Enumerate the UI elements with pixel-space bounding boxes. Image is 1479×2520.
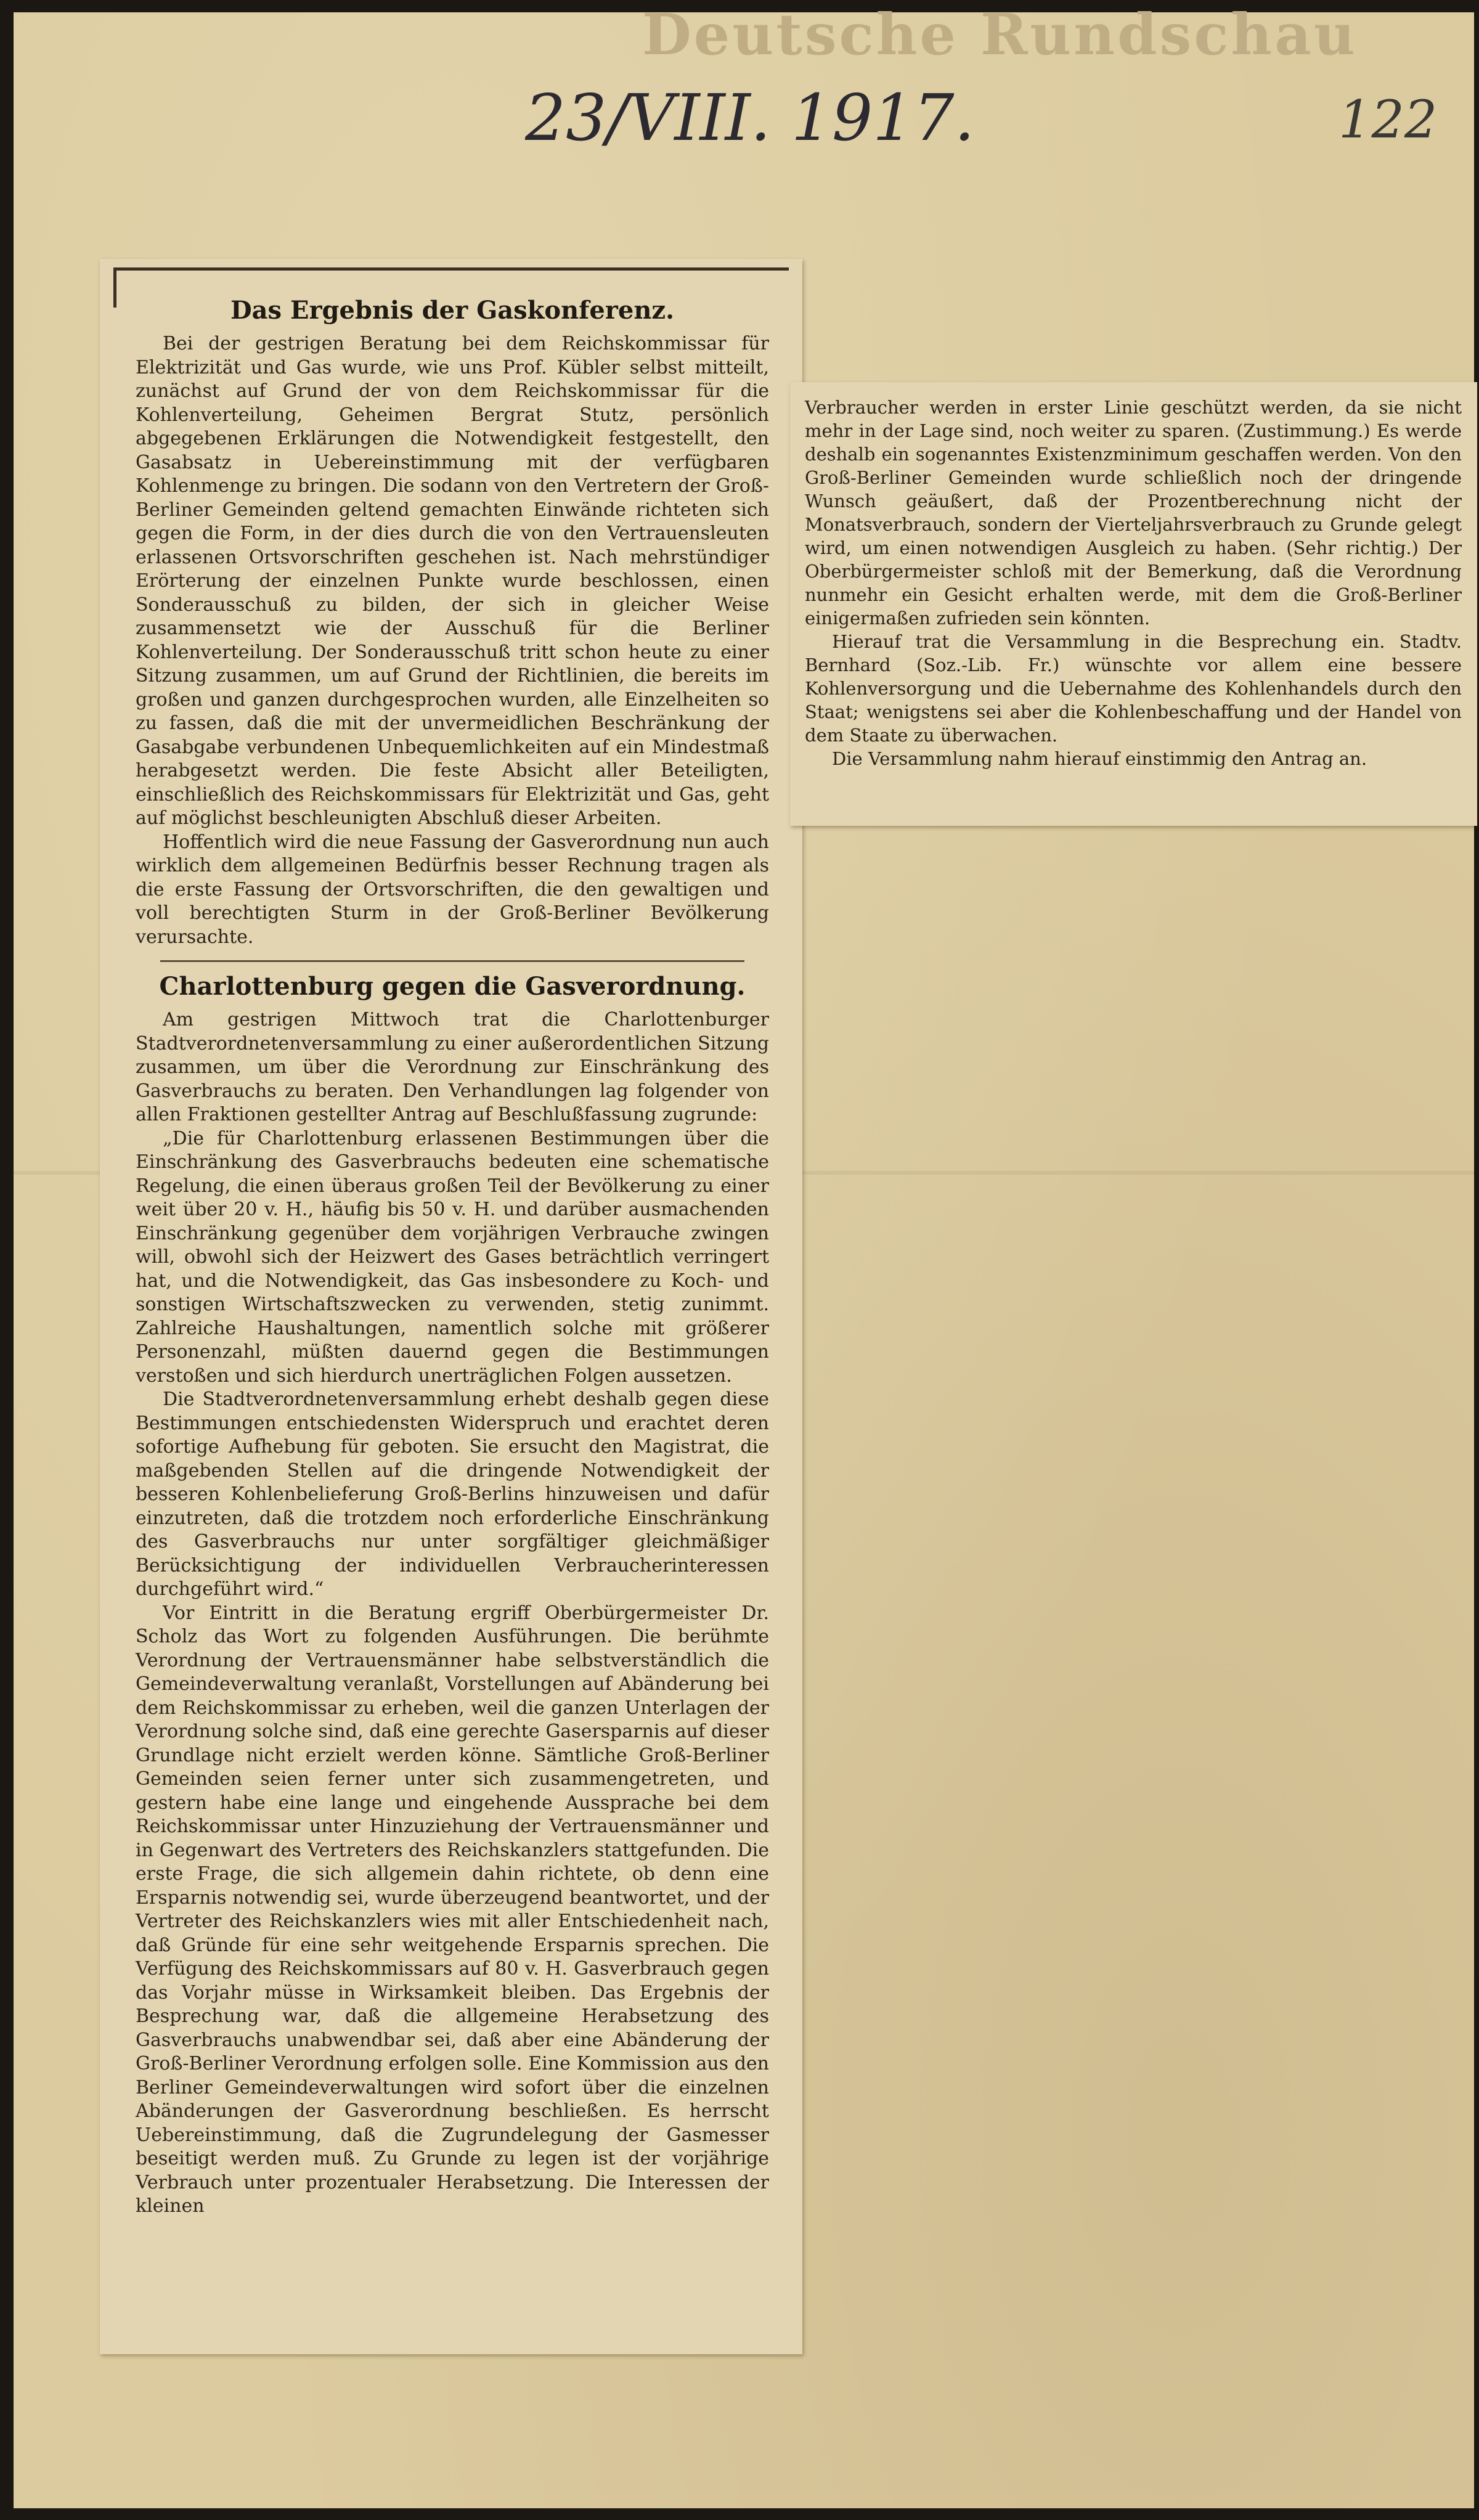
handwritten-folio-number: 122 xyxy=(1338,89,1438,150)
article-title-gaskonferenz: Das Ergebnis der Gaskonferenz. xyxy=(230,296,675,325)
article-paragraph: Die Versammlung nahm hierauf einstimmig den Antrag an. xyxy=(832,748,1367,769)
article-paragraph: Vor Eintritt in die Beratung ergriff Oberbürgermeister Dr. Scholz das Wort zu folgenden Ausführungen. Die berühmte Verordnung der Vertrauensmänner habe selbstverständlich die Gemeindeverwaltung veranlaßt, Vorstellungen auf Abänderung bei dem Reichskommissar zu erheben, weil die ganzen Unterlagen der Verordnung solche sind, daß eine gerechte Gasersparnis auf dieser Grundlage nicht erzielt werden könne. Sämtliche Groß-Berliner Gemeinden seien ferner unter sich zusammengetreten, und gestern habe eine lange und eingehende Aussprache bei dem Reichskommissar unter Hinzuziehung der Vertrauensmänner und in Gegenwart des Vertreters des Reichskanzlers stattgefunden. Die erste Frage, die sich allgemein dahin richtete, ob denn eine Ersparnis notwendig sei, wurde überzeugend beantwortet, und der Vertreter des Reichskanzlers wies mit aller Entschiedenheit nach, daß Gründe für eine sehr weitgehende Ersparnis sprechen. Die Verfügung des Reichskommissars auf 80 v. H. Gasverbrauch gegen das Vorjahr müsse in Wirksamkeit bleiben. Das Ergebnis der Besprechung war, daß die allgemeine Herabsetzung des Gasverbrauchs unabwendbar sei, daß aber eine Abänderung der Groß-Berliner Verordnung erfolgen solle. Eine Kommission aus den Berliner Gemeindeverwaltungen wird sofort über die einzelnen Abänderungen der Gasverordnung beschließen. Es herrscht Uebereinstimmung, daß die Zugrundelegung der Gasmesser beseitigt werden muß. Zu Grunde zu legen ist der vorjährige Verbrauch unter prozentualer Herabsetzung. Die Interessen der kleinen xyxy=(136,1602,769,2217)
clipping-left-body xyxy=(136,296,769,2219)
newspaper-clipping-left xyxy=(100,259,802,2354)
article-continuation-paragraph: Verbraucher werden in erster Linie geschützt werden, da sie nicht mehr in der Lage sind, noch weiter zu sparen. (Zustimmung.) Es werde deshalb ein sogenanntes Existenzminimum geschaffen werden. Von den Groß-Berliner Gemeinden wurde schließlich noch der dringende Wunsch geäußert, daß der Prozentberechnung nicht der Monatsverbrauch, sondern der Vierteljahrsverbrauch zu Grunde gelegt wird, um einen notwendigen Ausgleich zu haben. (Sehr richtig.) Der Oberbürgermeister schloß mit der Bemerkung, daß die Verordnung nunmehr ein Gesicht erhalten werde, mit dem die Groß-Berliner einigermaßen zufrieden sein könnten. xyxy=(805,397,1462,629)
article-paragraph: Hierauf trat die Versammlung in die Besprechung ein. Stadtv. Bernhard (Soz.-Lib. Fr.) wünschte vor allem eine bessere Kohlenversorgung und die Uebernahme des Kohlenhandels durch den Staat; wenigstens sei aber die Kohlenbeschaffung und der Handel von dem Staate zu überwachen. xyxy=(805,631,1462,746)
article-paragraph: Bei der gestrigen Beratung bei dem Reichskommissar für Elektrizität und Gas wurde, wie uns Prof. Kübler selbst mitteilt, zunächst auf Grund der von dem Reichskommissar für die Kohlenverteilung, Geheimen Bergrat Stutz, persönlich abgegebenen Erklärungen die Notwendigkeit festgestellt, den Gasabsatz in Uebereinstimmung mit der verfügbaren Kohlenmenge zu bringen. Die sodann von den Vertretern der Groß-Berliner Gemeinden geltend gemachten Einwände richteten sich gegen die Form, in der dies durch die von den Vertrauensleuten erlassenen Ortsvorschriften geschehen ist. Nach mehrstündiger Erörterung der einzelnen Punkte wurde beschlossen, einen Sonderausschuß zu bilden, der sich in gleicher Weise zusammensetzt wie der Ausschuß für die Berliner Kohlenverteilung. Der Sonderausschuß tritt schon heute zu einer Sitzung zusammen, um auf Grund der Richtlinien, die bereits im großen und ganzen durchgesprochen wurden, alle Einzelheiten so zu fassen, daß die mit der unvermeidlichen Beschränkung der Gasabgabe verbundenen Unbequemlichkeiten auf ein Mindestmaß herabgesetzt werden. Die feste Absicht aller Beteiligten, einschließlich des Reichskommissars für Elektrizität und Gas, geht auf möglichst beschleunigten Abschluß dieser Arbeiten. xyxy=(136,333,769,829)
clipping-right-body xyxy=(805,396,1462,770)
masthead-stamp: Deutsche Rundschau xyxy=(642,1,1358,68)
article-quote-paragraph: „Die für Charlottenburg erlassenen Bestimmungen über die Einschränkung des Gasverbrauchs bedeuten eine schematische Regelung, die einen überaus großen Teil der Bevölkerung zu einer weit über 20 v. H., häufig bis 50 v. H. und darüber ausmachenden Einschränkung gegenüber dem vorjährigen Verbrauche zwingen will, obwohl sich der Heizwert des Gases beträchtlich verringert hat, und die Notwendigkeit, das Gas insbesondere zu Koch- und sonstigen Wirtschaftszwecken zu verwenden, stetig zunimmt. Zahlreiche Haushaltungen, namentlich solche mit größerer Personenzahl, müßten dauernd gegen die Bestimmungen verstoßen und sich hierdurch unerträglichen Folgen aussetzen. xyxy=(136,1127,769,1387)
newspaper-clipping-right xyxy=(790,382,1477,826)
handwritten-date: 23/VIII. 1917. xyxy=(525,80,975,155)
article-paragraph: Hoffentlich wird die neue Fassung der Gasverordnung nun auch wirklich dem allgemeinen Bedürfnis besser Rechnung tragen als die erste Fassung der Ortsvorschriften, die den gewaltigen und voll berechtigten Sturm in der Groß-Berliner Bevölkerung verursachte. xyxy=(136,831,769,948)
archive-sheet xyxy=(14,1,1474,2508)
article-title-charlottenburg: Charlottenburg gegen die Gasverordnung. xyxy=(159,972,746,1001)
article-divider xyxy=(160,960,744,962)
article-paragraph: Am gestrigen Mittwoch trat die Charlottenburger Stadtverordnetenversammlung zu einer außerordentlichen Sitzung zusammen, um über die Verordnung zur Einschränkung des Gasverbrauchs zu beraten. Den Verhandlungen lag folgender von allen Fraktionen gestellter Antrag auf Beschlußfassung zugrunde: xyxy=(136,1009,769,1125)
article-quote-paragraph: Die Stadtverordnetenversammlung erhebt deshalb gegen diese Bestimmungen entschiedensten Widerspruch und erachtet deren sofortige Aufhebung für geboten. Sie ersucht den Magistrat, die maßgebenden Stellen auf die dringende Notwendigkeit der besseren Kohlenbelieferung Groß-Berlins hinzuweisen und dafür einzutreten, daß die trotzdem noch erforderliche Einschränkung des Gasverbrauchs nur unter sorgfältiger gleichmäßiger Berücksichtigung der individuellen Verbraucherinteressen durchgeführt wird.“ xyxy=(136,1388,769,1600)
